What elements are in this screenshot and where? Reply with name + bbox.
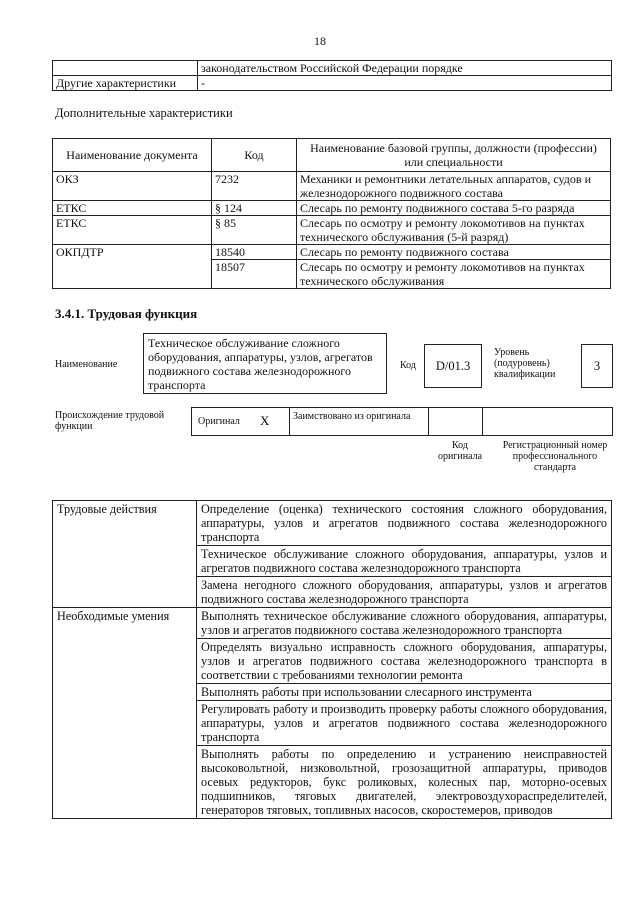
table-cell: 7232 bbox=[212, 172, 297, 201]
table-cell: 18507 bbox=[212, 260, 297, 289]
table-cell: Выполнять работы при использовании слесарного инструмента bbox=[197, 684, 612, 701]
function-code-value: D/01.3 bbox=[424, 344, 482, 388]
table-cell: Слесарь по осмотру и ремонту локомотивов на пунктах технического обслуживания (5-й разряд) bbox=[297, 216, 611, 245]
column-header-code: Код bbox=[212, 139, 297, 172]
table-cell: § 124 bbox=[212, 201, 297, 216]
table-header-row bbox=[53, 139, 611, 172]
table-cell: законодательством Российской Федерации порядке bbox=[198, 61, 612, 76]
original-mark: X bbox=[260, 413, 270, 428]
table-cell: ЕТКС bbox=[53, 201, 212, 216]
divider bbox=[428, 408, 429, 435]
column-header-name: Наименование базовой группы, должности (профессии) или специальности bbox=[297, 139, 611, 172]
group-label-cell: Трудовые действия bbox=[53, 501, 197, 608]
table-cell: Определять визуально исправность сложного оборудования, аппаратуры, узлов и агрегатов подвижного состава железнодорожного транспорта в соответствии с требованиями технологии ремонта bbox=[197, 639, 612, 684]
qualification-level-value: 3 bbox=[581, 344, 613, 388]
additional-characteristics-table bbox=[52, 138, 611, 289]
origin-label: Происхождение трудовой функции bbox=[55, 410, 165, 432]
table-row bbox=[53, 76, 612, 91]
table-cell: ЕТКС bbox=[53, 216, 212, 245]
function-name-value: Техническое обслуживание сложного оборудования, аппаратуры, узлов, агрегатов подвижного состава железнодорожного транспорта bbox=[143, 333, 387, 394]
additional-heading: Дополнительные характеристики bbox=[55, 106, 233, 120]
table-cell bbox=[53, 61, 198, 76]
table-row bbox=[53, 501, 612, 546]
function-name-label: Наименование bbox=[55, 359, 118, 370]
group-label-cell: Необходимые умения bbox=[53, 608, 197, 819]
code-label: Код bbox=[400, 360, 416, 371]
table-row bbox=[53, 61, 612, 76]
table-cell: § 85 bbox=[212, 216, 297, 245]
table-cell: Слесарь по осмотру и ремонту локомотивов на пунктах технического обслуживания bbox=[297, 260, 611, 289]
reg-number-label: Регистрационный номер профессионального стандарта bbox=[502, 440, 608, 473]
divider bbox=[482, 408, 483, 435]
table-cell: Другие характеристики bbox=[53, 76, 198, 91]
table-cell: Регулировать работу и производить проверку работы сложного оборудования, аппаратуры, узлов и агрегатов подвижного состава железнодорожного транспорта bbox=[197, 701, 612, 746]
table-cell: Слесарь по ремонту подвижного состава bbox=[297, 245, 611, 260]
table-cell: Выполнять техническое обслуживание сложного оборудования, аппаратуры, узлов и агрегатов подвижного состава железнодорожного транспорта bbox=[197, 608, 612, 639]
table-row bbox=[53, 245, 611, 260]
original-label: Оригинал bbox=[198, 416, 240, 427]
original-cell bbox=[192, 408, 290, 435]
table-cell: Замена негодного сложного оборудования, аппаратуры, узлов и агрегатов подвижного состава железнодорожного транспорта bbox=[197, 577, 612, 608]
table-row bbox=[53, 216, 611, 245]
table-cell: ОКПДТР bbox=[53, 245, 212, 289]
borrowed-label: Заимствовано из оригинала bbox=[293, 411, 411, 422]
table-cell: Техническое обслуживание сложного оборудования, аппаратуры, узлов и агрегатов подвижного состава железнодорожного транспорта bbox=[197, 546, 612, 577]
table-row bbox=[53, 172, 611, 201]
table-cell: Механики и ремонтники летательных аппаратов, судов и железнодорожного подвижного состава bbox=[297, 172, 611, 201]
table-cell: Слесарь по ремонту подвижного состава 5-го разряда bbox=[297, 201, 611, 216]
duties-table bbox=[52, 500, 612, 819]
table-cell: 18540 bbox=[212, 245, 297, 260]
table-cell: Определение (оценка) технического состояния сложного оборудования, аппаратуры, узлов и агрегатов подвижного состава железнодорожного транспорта bbox=[197, 501, 612, 546]
function-heading: 3.4.1. Трудовая функция bbox=[55, 306, 198, 321]
table-row bbox=[53, 608, 612, 639]
origin-box bbox=[191, 407, 613, 436]
page-number: 18 bbox=[314, 34, 326, 48]
table-cell: - bbox=[198, 76, 612, 91]
column-header-doc: Наименование документа bbox=[53, 139, 212, 172]
table-cell: Выполнять работы по определению и устранению неисправностей высоковольтной, низковольтной, грозозащитной аппаратуры, приводов осевых редукторов, букс роликовых, колесных пар, моторно-осевых подшипников, тяговых двигателей, электровоздухораспределителей, генераторов тяговых, топливных насосов, скоростемеров, приводов bbox=[197, 746, 612, 819]
code-original-label: Код оригинала bbox=[437, 440, 483, 462]
table-cell: ОКЗ bbox=[53, 172, 212, 201]
table-row bbox=[53, 201, 611, 216]
qualification-level-label: Уровень (подуровень) квалификации bbox=[494, 347, 556, 380]
top-characteristics-table bbox=[52, 60, 612, 91]
